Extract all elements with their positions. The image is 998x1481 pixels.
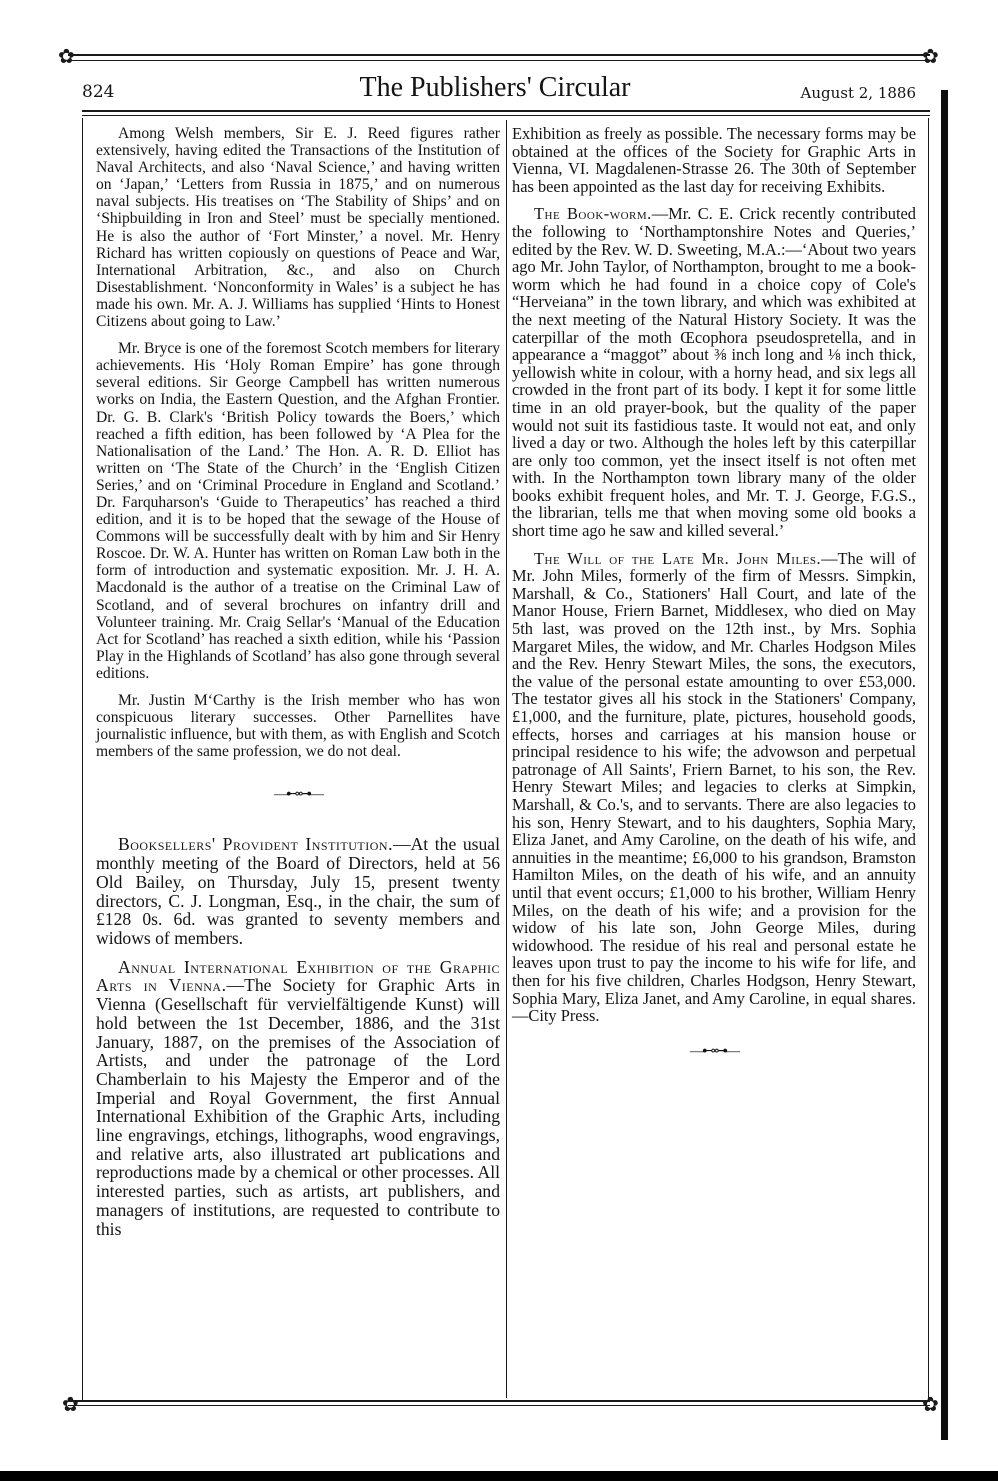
bottom-border-rule [68, 1400, 930, 1402]
heading-provident-institution: Booksellers' Provident Institution. [118, 834, 393, 855]
top-border-rule-thin [68, 60, 930, 61]
bottom-border-rule-thin [68, 1405, 930, 1406]
corner-ornament-icon: ✿ [922, 44, 939, 68]
issue-date: August 2, 1886 [800, 84, 916, 102]
left-border-rule [82, 118, 83, 1400]
top-border-rule [68, 54, 930, 56]
page-number: 824 [82, 82, 115, 102]
column-divider [506, 120, 507, 1398]
right-border-rule [928, 118, 929, 1400]
text-will-john-miles: —The will of Mr. John Miles, formerly of the firm of Messrs. Simpkin, Marshall, & Co., Stationers' Hall Court, and late of the Manor House, Friern Barnet, Middlesex, who died on May 5th last, was proved on the 12th inst., by Mrs. Sophia Margaret Miles, the widow, and Mr. Charles Hodgson Miles and the Rev. Henry Stewart Miles, the sons, the executors, the value of the personal estate amounting to over £53,000. The testator gives all his stock in the Stationers' Company, £1,000, and the furniture, plate, pictures, household goods, effects, horses and carriages at his mansion house or principal residence to his wife; the advowson and perpetual patronage of All Saints', Friern Barnet, to his son, the Rev. Henry Stewart Miles; and legacies to clerks at Simpkin, Marshall, & Co.'s, and to servants. There are also legacies to his son, Henry Stewart, and to his daughters, Sophia Mary, Eliza Janet, and Amy Caroline, on the death of his wife, and annuities in the meantime; £6,000 to his grandson, Bramston Hamilton Miles, on the death of his wife, and an annuity until that event occurs; £1,000 to his brother, William Henry Miles, on the death of his wife; and a provision for the widow of his late son, John George Miles, during widowhood. The residue of his real and personal estate he leaves upon trust to pay the income to his wife for life, and then for his five children, Charles Hodgson, Henry Stewart, Sophia Mary, Eliza Janet, and Amy Caroline, in equal shares.—City Press. [512, 548, 916, 1026]
paragraph-book-worm [512, 205, 916, 539]
left-column [96, 125, 500, 1248]
scan-edge-bar [941, 90, 948, 1440]
section-separator: —⊷⊶— [274, 787, 322, 803]
heading-will-john-miles: The Will of the Late Mr. John Miles. [534, 548, 822, 568]
text-book-worm: —Mr. C. E. Crick recently contributed the following to ‘Northamptonshire Notes and Queries,’ edited by the Rev. W. D. Sweeting, M.A.:—‘About two years ago Mr. John Taylor, of Northampton, brought to me a book-worm which he had found in a choice copy of Cole's “Herveiana” in the town library, and which was exhibited at the next meeting of the Natural History Society. It was the caterpillar of the moth Œcophora pseudospretella, and in appearance a “maggot” about ⅜ inch long and ⅛ inch thick, yellowish white in colour, with a horny head, and six legs all crowded in the front part of its body. I kept it for some little time in an old prayer-book, but the quality of the paper would not suit its fastidious taste. It would not eat, and only lived a day or two. Although the holes left by this caterpillar are only too common, yet the insect itself is not often met with. In the Northampton town library many of the older books exhibit frequent holes, and Mr. T. J. George, F.G.S., the librarian, tells me that when moving some old books a short time ago he saw and killed several.’ [512, 204, 916, 541]
paragraph-provident-institution [96, 835, 500, 947]
heading-graphic-arts: Annual International Exhibition of the Graphic Arts in Vienna. [96, 956, 500, 996]
paragraph-welsh-members: Among Welsh members, Sir E. J. Reed figures rather extensively, having edited the Transactions of the Institution of Naval Architects, and also ‘Naval Science,’ and having written on ‘Japan,’ ‘Letters from Russia in 1875,’ and on numerous naval subjects. His treatises on ‘The Stability of Ships’ and on ‘Shipbuilding in Iron and Steel’ must be specially mentioned. He is also the author of ‘Fort Minster,’ a novel. Mr. Henry Richard has written copiously on questions of Peace and War, International Arbitration, &c., and also on Church Disestablishment. ‘Nonconformity in Wales’ is a subject he has made his own. Mr. A. J. Williams has supplied ‘Hints to Honest Citizens about going to Law.’ [96, 125, 500, 331]
scan-bottom-edge [0, 1471, 998, 1481]
paragraph-will-john-miles [512, 550, 916, 1025]
corner-ornament-icon: ✿ [58, 44, 75, 68]
text-graphic-arts: —The Society for Graphic Arts in Vienna (Gesellschaft für vervielfältigende Kunst) will hold between the 1st December, 1886, and the 31st January, 1887, on the premises of the Association of Artists, and under the patronage of the Lord Chamberlain to his Majesty the Emperor and of the Imperial and Royal Government, the first Annual International Exhibition of the Graphic Arts, including line engravings, etchings, lithographs, wood engravings, and relative arts, also illustrated art publications and reproductions made by a chemical or other processes. All interested parties, such as artists, art publishers, and managers of institutions, are requested to contribute to this [96, 975, 500, 1239]
header-rule [82, 110, 930, 112]
paragraph-exhibition-continued: Exhibition as freely as possible. The necessary forms may be obtained at the offices of the Society for Graphic Arts in Vienna, VI. Magdalenen-Strasse 26. The 30th of September has been appointed as the last day for receiving Exhibits. [512, 124, 916, 196]
right-column [512, 125, 916, 1060]
text-provident-institution: —At the usual monthly meeting of the Board of Directors, held at 56 Old Bailey, on Thursday, July 15, present twenty directors, C. J. Longman, Esq., in the chair, the sum of £128 0s. 6d. was granted to seventy members and widows of members. [96, 834, 500, 948]
header-rule-thin [82, 115, 930, 116]
corner-ornament-icon: ✿ [62, 1392, 79, 1416]
page-title: The Publishers' Circular [359, 72, 631, 103]
corner-ornament-icon: ✿ [922, 1392, 939, 1416]
paragraph-scotch-members: Mr. Bryce is one of the foremost Scotch members for literary achievements. His ‘Holy Roman Empire’ has gone through several editions. Sir George Campbell has written numerous works on India, the Eastern Question, and the Afghan Frontier. Dr. G. B. Clark's ‘British Policy towards the Boers,’ which reached a fifth edition, has been followed by ‘A Plea for the Nationalisation of the Land.’ The Hon. A. R. D. Elliot has written on ‘The State of the Church’ in the ‘English Citizen Series,’ and on ‘Criminal Procedure in England and Scotland.’ Dr. Farquharson's ‘Guide to Therapeutics’ has reached a third edition, and it is to be hoped that the sewage of the House of Commons will be successfully dealt with by him and Sir Henry Roscoe. Dr. W. A. Hunter has written on Roman Law both in the form of introduction and systematic exposition. Mr. J. H. A. Macdonald is the author of a treatise on the Criminal Law of Scotland, and of several brochures on infantry drill and Volunteer training. Mr. Craig Sellar's ‘Manual of the Education Act for Scotland’ has reached a sixth edition, while his ‘Passion Play in the Highlands of Scotland’ has also gone through several editions. [96, 340, 500, 682]
paragraph-graphic-arts [96, 958, 500, 1239]
paragraph-irish-members: Mr. Justin M‘Carthy is the Irish member who has won conspicuous literary successes. Other Parnellites have journalistic influence, but with them, as with English and Scotch members of the same profession, we do not deal. [96, 692, 500, 761]
section-separator: —⊷⊶— [690, 1043, 738, 1059]
heading-book-worm: The Book-worm. [534, 204, 652, 224]
